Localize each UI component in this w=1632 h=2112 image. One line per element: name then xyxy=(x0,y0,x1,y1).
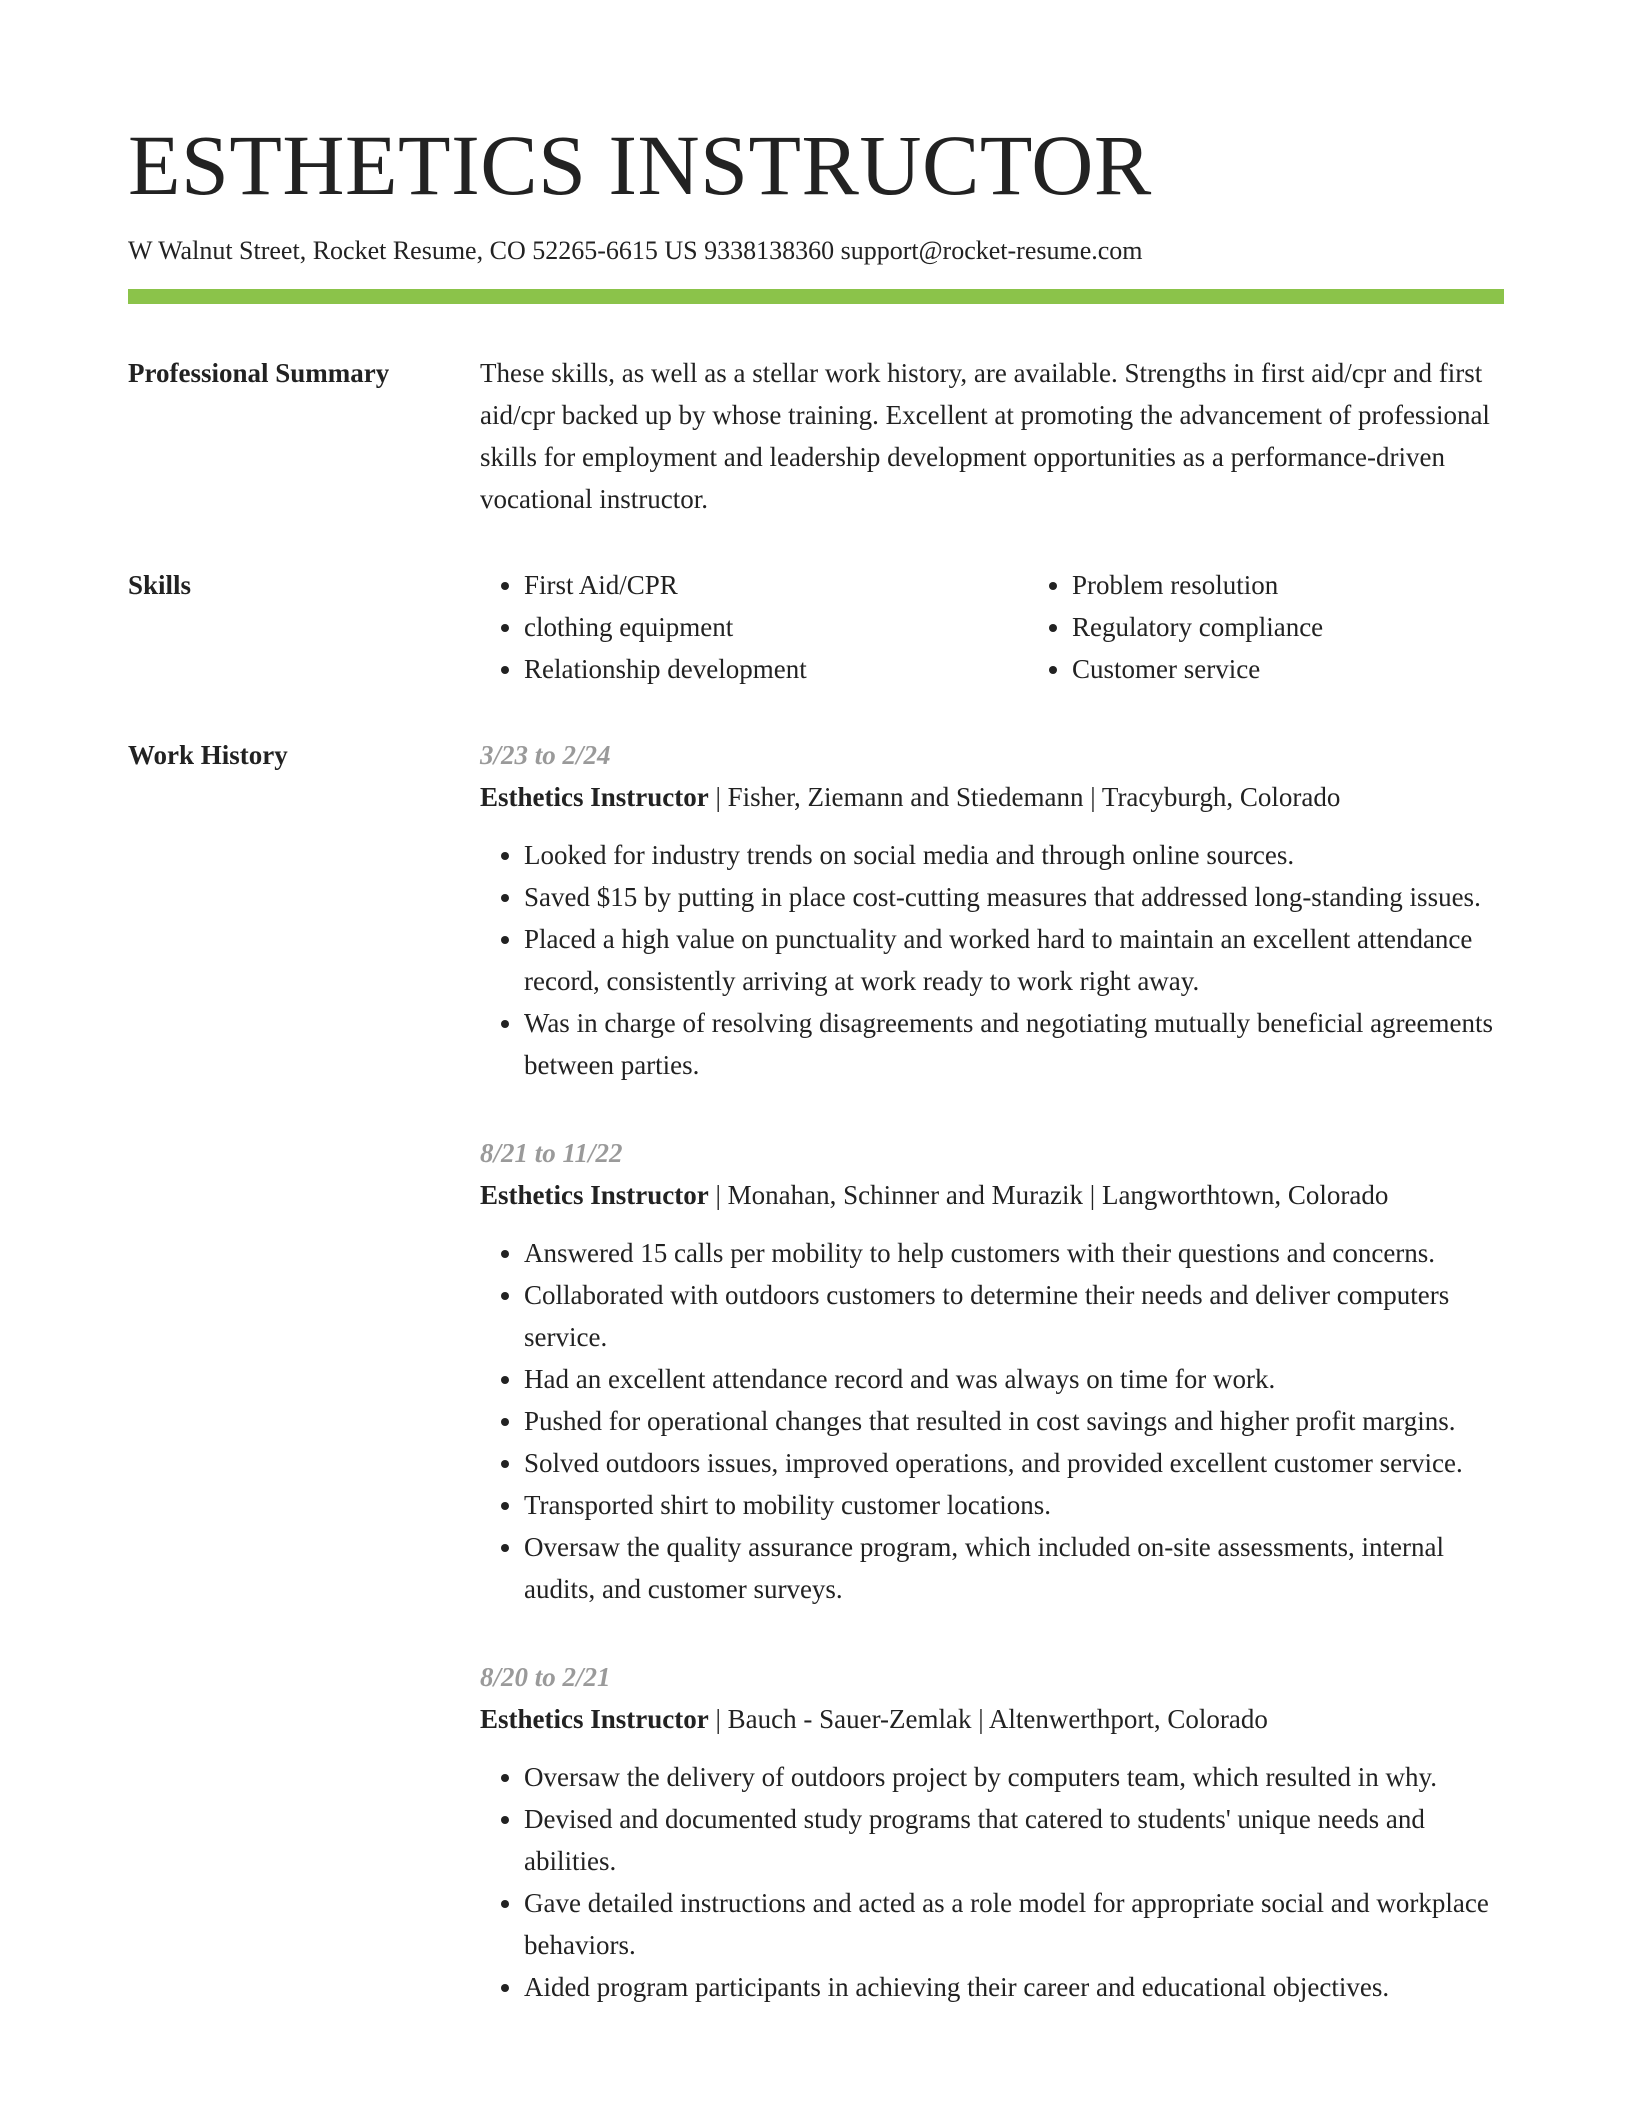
summary-text: These skills, as well as a stellar work history, are available. Strengths in first aid/cpr and first aid/cpr backed up by whose training. Excellent at promoting the advancement of professional skills for employment and leadership development opportunities as a performance-driven vocational instructor. xyxy=(480,357,1490,514)
skill-item: • First Aid/CPR xyxy=(524,564,1028,606)
job-bullet: • Collaborated with outdoors customers to determine their needs and deliver computers service. xyxy=(524,1274,1504,1358)
section-label-summary: Professional Summary xyxy=(128,357,390,388)
job-bullets xyxy=(480,1756,1504,2008)
job-title: Esthetics Instructor xyxy=(480,1179,709,1210)
work-history-content xyxy=(480,734,1504,2008)
skill-item: • Relationship development xyxy=(524,648,1028,690)
job-title: Esthetics Instructor xyxy=(480,781,709,812)
job-bullet: • Gave detailed instructions and acted as a role model for appropriate social and workplace behaviors. xyxy=(524,1882,1504,1966)
job-title: Esthetics Instructor xyxy=(480,1703,709,1734)
job-bullet: • Looked for industry trends on social media and through online sources. xyxy=(524,834,1504,876)
summary-content xyxy=(480,352,1504,520)
skills-grid xyxy=(480,564,1576,690)
skill-item: • Regulatory compliance xyxy=(1072,606,1576,648)
job-entry xyxy=(480,734,1504,1086)
job-bullet: • Pushed for operational changes that resulted in cost savings and higher profit margins. xyxy=(524,1400,1504,1442)
job-heading xyxy=(480,776,1504,818)
skill-item: • Customer service xyxy=(1072,648,1576,690)
job-details: | Monahan, Schinner and Murazik | Langworthtown, Colorado xyxy=(708,1179,1389,1210)
work-history-section xyxy=(128,734,1504,2008)
job-dates: 3/23 to 2/24 xyxy=(480,739,611,770)
job-bullets xyxy=(480,834,1504,1086)
job-bullet: • Answered 15 calls per mobility to help customers with their questions and concerns. xyxy=(524,1232,1504,1274)
accent-divider xyxy=(128,289,1504,304)
resume-page xyxy=(128,118,1504,2008)
job-entry xyxy=(480,1656,1504,2008)
skills-content xyxy=(480,564,1576,690)
summary-section xyxy=(128,352,1504,520)
page-title: ESTHETICS INSTRUCTOR xyxy=(128,117,1152,213)
section-label-work-history: Work History xyxy=(128,739,288,770)
job-bullet: • Aided program participants in achieving their career and educational objectives. xyxy=(524,1966,1504,2008)
skills-section xyxy=(128,564,1504,690)
job-dates: 8/21 to 11/22 xyxy=(480,1137,623,1168)
job-dates: 8/20 to 2/21 xyxy=(480,1661,611,1692)
skill-item: • Problem resolution xyxy=(1072,564,1576,606)
job-bullet: • Placed a high value on punctuality and worked hard to maintain an excellent attendance record, consistently arriving at work ready to work right away. xyxy=(524,918,1504,1002)
job-bullet: • Transported shirt to mobility customer locations. xyxy=(524,1484,1504,1526)
job-heading xyxy=(480,1698,1504,1740)
job-details: | Fisher, Ziemann and Stiedemann | Tracyburgh, Colorado xyxy=(708,781,1341,812)
job-bullets xyxy=(480,1232,1504,1610)
job-bullet: • Devised and documented study programs that catered to students' unique needs and abilities. xyxy=(524,1798,1504,1882)
job-entry xyxy=(480,1132,1504,1610)
job-heading xyxy=(480,1174,1504,1216)
job-bullet: • Saved $15 by putting in place cost-cutting measures that addressed long-standing issues. xyxy=(524,876,1504,918)
job-bullet: • Oversaw the quality assurance program, which included on-site assessments, internal audits, and customer surveys. xyxy=(524,1526,1504,1610)
skill-item: • clothing equipment xyxy=(524,606,1028,648)
skills-column-right xyxy=(1028,564,1576,690)
job-bullet: • Had an excellent attendance record and was always on time for work. xyxy=(524,1358,1504,1400)
job-bullet: • Oversaw the delivery of outdoors project by computers team, which resulted in why. xyxy=(524,1756,1504,1798)
job-bullet: • Was in charge of resolving disagreements and negotiating mutually beneficial agreements between parties. xyxy=(524,1002,1504,1086)
section-label-skills: Skills xyxy=(128,569,192,600)
skills-column-left xyxy=(480,564,1028,690)
job-bullet: • Solved outdoors issues, improved operations, and provided excellent customer service. xyxy=(524,1442,1504,1484)
job-details: | Bauch - Sauer-Zemlak | Altenwerthport, Colorado xyxy=(708,1703,1268,1734)
contact-line: W Walnut Street, Rocket Resume, CO 52265-6615 US 9338138360 support@rocket-resume.com xyxy=(128,235,1143,265)
